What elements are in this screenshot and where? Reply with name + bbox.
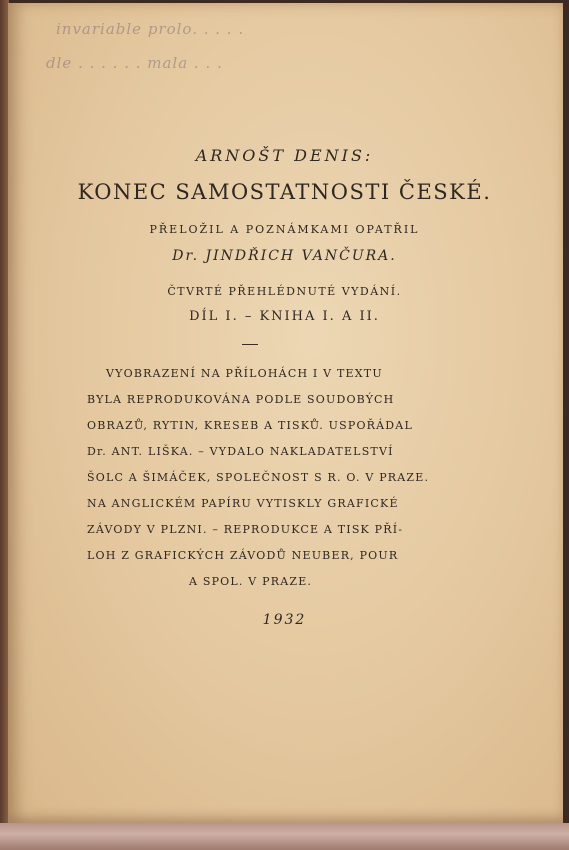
imprint-line: NA ANGLICKÉM PAPÍRU VYTISKLY GRAFICKÉ (87, 497, 399, 510)
imprint-line: A SPOL. V PRAZE. (189, 575, 313, 588)
publication-year: 1932 (262, 612, 307, 628)
pencil-note-line-2: dle . . . . . . mala . . . (46, 54, 223, 72)
imprint-line: LOH Z GRAFICKÝCH ZÁVODŮ NEUBER, POUR (87, 549, 399, 562)
imprint-line: Dr. ANT. LIŠKA. – VYDALO NAKLADATELSTVÍ (87, 445, 394, 458)
volume-label: DÍL I. – KNIHA I. A II. (189, 309, 380, 324)
edition-note: ČTVRTÉ PŘEHLÉDNUTÉ VYDÁNÍ. (167, 285, 402, 298)
translator-name: Dr. JINDŘICH VANČURA. (172, 248, 397, 264)
imprint-line: ŠOLC A ŠIMÁČEK, SPOLEČNOST S R. O. V PRAZE. (87, 471, 430, 484)
imprint-line: ZÁVODY V PLZNI. – REPRODUKCE A TISK PŘÍ- (87, 523, 404, 536)
imprint-line: OBRAZŮ, RYTIN, KRESEB A TISKŮ. USPOŘÁDAL (87, 419, 413, 432)
pencil-note-line-1: invariable prolo. . . . . (56, 20, 245, 38)
author-name: ARNOŠT DENIS: (195, 146, 374, 165)
imprint-line: VYOBRAZENÍ NA PŘÍLOHÁCH I V TEXTU (106, 367, 383, 380)
separator-dash (242, 344, 258, 345)
translator-credit: PŘELOŽIL A POZNÁMKAMI OPATŘIL (149, 223, 420, 236)
page-bottom-edge (0, 823, 569, 850)
book-title: KONEC SAMOSTATNOSTI ČESKÉ. (77, 180, 492, 204)
imprint-block (84, 361, 430, 595)
imprint-line: BYLA REPRODUKOVÁNA PODLE SOUDOBÝCH (87, 393, 395, 406)
